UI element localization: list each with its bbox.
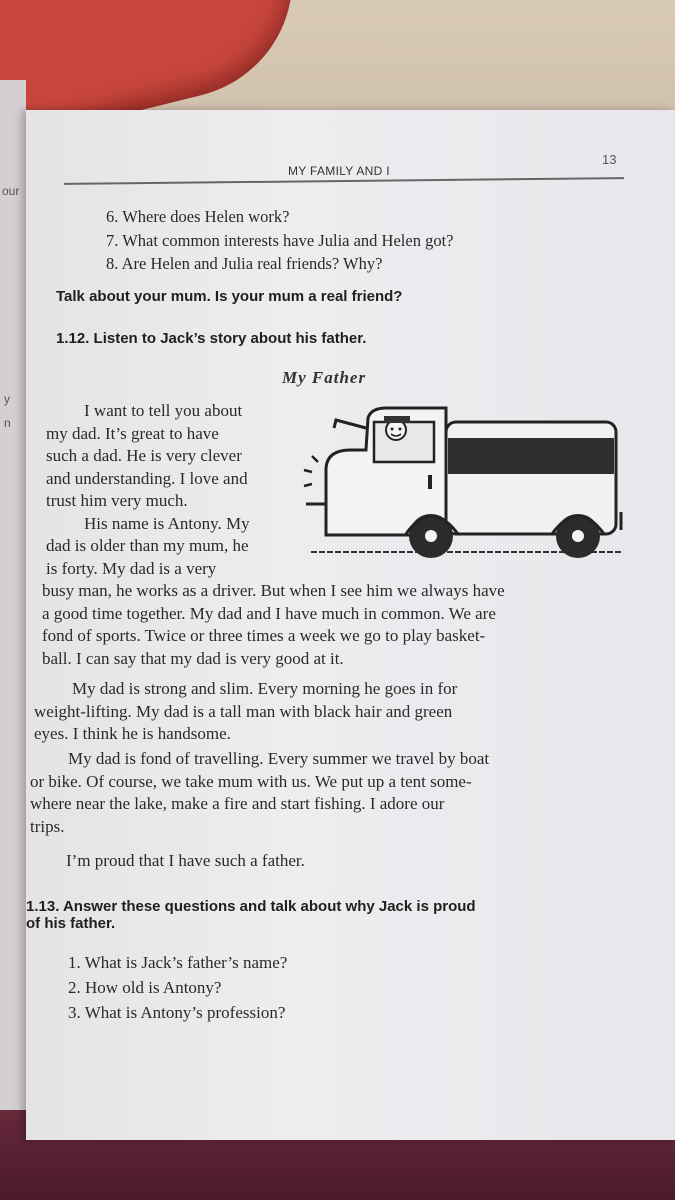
facing-page-edge [0,80,26,1110]
story-line: such a dad. He is very clever [46,446,242,465]
margin-fragment: our [2,184,20,198]
running-head: MY FAMILY AND I [288,164,390,178]
margin-fragment: n [4,416,11,430]
previous-questions [106,205,453,276]
story-line: and understanding. I love and [46,468,248,488]
story-line: a good time together. My dad and I have much in common. We are [42,603,496,623]
story-line: His name is Antony. My [84,513,250,533]
book-page [26,110,675,1140]
question-item: 6. Where does Helen work? [106,207,290,226]
margin-fragment: y [4,392,10,406]
story-line: eyes. I think he is handsome. [34,724,231,743]
task-talk-about-mum: Talk about your mum. Is your mum a real friend? [56,288,403,305]
story-line: fond of sports. Twice or three times a week we go to play basket- [42,626,486,645]
story-line: or bike. Of course, we take mum with us. We put up a tent some- [30,771,472,791]
story-line: weight-lifting. My dad is a tall man with black hair and green [34,701,453,721]
question-item: 8. Are Helen and Julia real friends? Why? [106,254,383,273]
exercise-1-13-line: 1.13. Answer these questions and talk about why Jack is proud [26,898,476,915]
story-line: trust him very much. [46,491,188,510]
question-item: 3. What is Antony’s profession? [68,1003,286,1022]
story-title: My Father [282,368,367,387]
story-paragraph-4 [30,748,660,838]
question-item: 7. What common interests have Julia and Helen got? [106,230,454,250]
story-line: trips. [30,816,65,836]
story-paragraph-5: I’m proud that I have such a father. [66,851,305,870]
header-rule [64,177,624,185]
page-number: 13 [602,152,617,167]
story-line: busy man, he works as a driver. But when I see him we always have [42,581,505,600]
question-item: 2. How old is Antony? [68,978,222,997]
story-line: where near the lake, make a fire and start fishing. I adore our [30,794,445,813]
story-line: ball. I can say that my dad is very good at it. [42,648,344,668]
exercise-1-13-line: of his father. [26,915,116,932]
story-line: is forty. My dad is a very [46,558,217,578]
questions-1-13 [68,950,287,1025]
exercise-1-12-heading: 1.12. Listen to Jack’s story about his father. [56,330,367,347]
story-paragraph-2-continued [42,580,662,670]
question-item: 1. What is Jack’s father’s name? [68,953,288,972]
story-line: my dad. It’s great to have [46,423,219,443]
story-paragraph-3 [34,678,664,746]
story-line: My dad is fond of travelling. Every summer we travel by boat [68,749,490,768]
story-paragraph-1 [46,400,296,580]
story-line: dad is older than my mum, he [46,536,249,555]
story-line: My dad is strong and slim. Every morning he goes in for [72,679,458,698]
exercise-1-13-heading [26,898,476,932]
story-line: I want to tell you about [84,401,243,420]
truck-illustration [296,400,626,560]
